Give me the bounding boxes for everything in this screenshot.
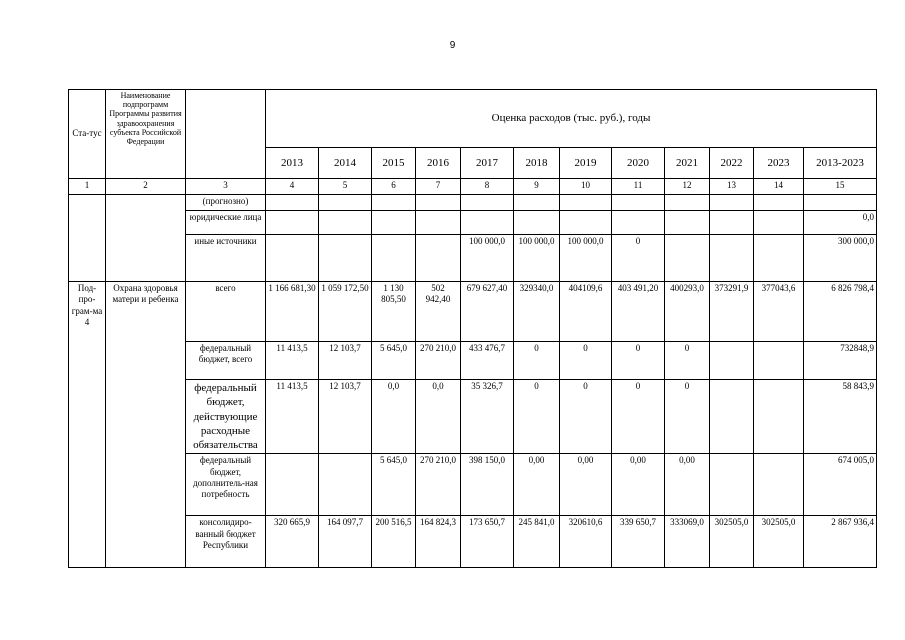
value-cell: 0,0 [372,380,416,454]
funding-source: федеральный бюджет, дополнитель-ная потребность [186,454,266,516]
table-row [69,380,877,454]
value-cell: 0 [514,342,560,380]
table-row [69,516,877,568]
table-row [69,282,877,342]
column-number: 9 [514,179,560,195]
column-number: 7 [416,179,461,195]
value-cell: 300 000,0 [804,235,877,282]
value-cell: 100 000,0 [560,235,612,282]
value-cell: 302505,0 [754,516,804,568]
value-cell: 0 [665,380,710,454]
column-number: 14 [754,179,804,195]
value-cell: 679 627,40 [461,282,514,342]
value-cell: 732848,9 [804,342,877,380]
column-number: 1 [69,179,106,195]
value-cell: 404109,6 [560,282,612,342]
value-cell: 0 [665,342,710,380]
year-header: 2014 [319,148,372,179]
column-number: 8 [461,179,514,195]
value-cell: 6 826 798,4 [804,282,877,342]
table-row [69,195,877,211]
value-cell: 302505,0 [710,516,754,568]
value-cell: 400293,0 [665,282,710,342]
year-header: 2021 [665,148,710,179]
subprogram-name-header: Наименование подпрограмм Программы развития здравоохранения субъекта Российской Федерации [106,90,186,179]
column-number: 12 [665,179,710,195]
table-row [69,454,877,516]
year-total-header: 2013-2023 [804,148,877,179]
expenditure-table [68,89,877,568]
year-header: 2016 [416,148,461,179]
value-cell: 2 867 936,4 [804,516,877,568]
funding-source: всего [186,282,266,342]
value-cell: 35 326,7 [461,380,514,454]
table-row [69,211,877,235]
value-cell: 333069,0 [665,516,710,568]
value-cell: 0,00 [514,454,560,516]
value-cell: 11 413,5 [266,342,319,380]
subprogram-name: Охрана здоровья матери и ребенка [106,282,186,568]
table-row [69,342,877,380]
column-number: 11 [612,179,665,195]
value-cell: 0,0 [804,211,877,235]
year-header: 2019 [560,148,612,179]
column-number: 4 [266,179,319,195]
value-cell: 5 645,0 [372,342,416,380]
year-header: 2015 [372,148,416,179]
value-cell: 1 130 805,50 [372,282,416,342]
value-cell: 100 000,0 [461,235,514,282]
year-header: 2018 [514,148,560,179]
value-cell: 0 [514,380,560,454]
column-numbers-row [69,179,877,195]
value-cell: 164 824,3 [416,516,461,568]
value-cell: 0,00 [560,454,612,516]
year-header: 2020 [612,148,665,179]
value-cell: 329340,0 [514,282,560,342]
value-cell: 398 150,0 [461,454,514,516]
year-header: 2013 [266,148,319,179]
value-cell: 270 210,0 [416,342,461,380]
value-cell: 1 166 681,30 [266,282,319,342]
subprogram-name-cell [106,195,186,282]
value-cell: 11 413,5 [266,380,319,454]
value-cell: 0 [560,342,612,380]
value-cell: 339 650,7 [612,516,665,568]
year-header: 2023 [754,148,804,179]
year-header: 2022 [710,148,754,179]
value-cell: 0 [612,342,665,380]
funding-source: консолидиро-ванный бюджет Республики [186,516,266,568]
value-cell: 12 103,7 [319,342,372,380]
column-number: 15 [804,179,877,195]
value-cell: 320 665,9 [266,516,319,568]
value-cell: 0 [612,380,665,454]
value-cell: 270 210,0 [416,454,461,516]
value-cell: 373291,9 [710,282,754,342]
column-number: 2 [106,179,186,195]
value-cell: 58 843,9 [804,380,877,454]
column-number: 5 [319,179,372,195]
subprogram-status: Под-про-грам-ма 4 [69,282,106,568]
status-header: Ста-тус [69,90,106,179]
value-cell: 433 476,7 [461,342,514,380]
value-cell: 12 103,7 [319,380,372,454]
column-number: 10 [560,179,612,195]
value-cell: 674 005,0 [804,454,877,516]
value-cell: 164 097,7 [319,516,372,568]
value-cell: 0 [612,235,665,282]
cost-estimate-header: Оценка расходов (тыс. руб.), годы [266,90,877,148]
value-cell: 173 650,7 [461,516,514,568]
year-header: 2017 [461,148,514,179]
column-number: 3 [186,179,266,195]
value-cell: 0,00 [665,454,710,516]
value-cell: 377043,6 [754,282,804,342]
value-cell: 502 942,40 [416,282,461,342]
funding-source: федеральный бюджет, действующие расходные обязательства [186,380,266,454]
value-cell: 403 491,20 [612,282,665,342]
table-row [69,235,877,282]
funding-source: (прогнозно) [186,195,266,211]
status-cell [69,195,106,282]
value-cell: 245 841,0 [514,516,560,568]
value-cell: 0 [560,380,612,454]
value-cell: 5 645,0 [372,454,416,516]
value-cell: 0,00 [612,454,665,516]
source-header [186,90,266,179]
funding-source: федеральный бюджет, всего [186,342,266,380]
funding-source: юридические лица [186,211,266,235]
page-number: 9 [449,40,456,51]
value-cell: 0,0 [416,380,461,454]
value-cell: 200 516,5 [372,516,416,568]
value-cell: 1 059 172,50 [319,282,372,342]
funding-source: иные источники [186,235,266,282]
value-cell: 100 000,0 [514,235,560,282]
column-number: 6 [372,179,416,195]
value-cell: 320610,6 [560,516,612,568]
column-number: 13 [710,179,754,195]
